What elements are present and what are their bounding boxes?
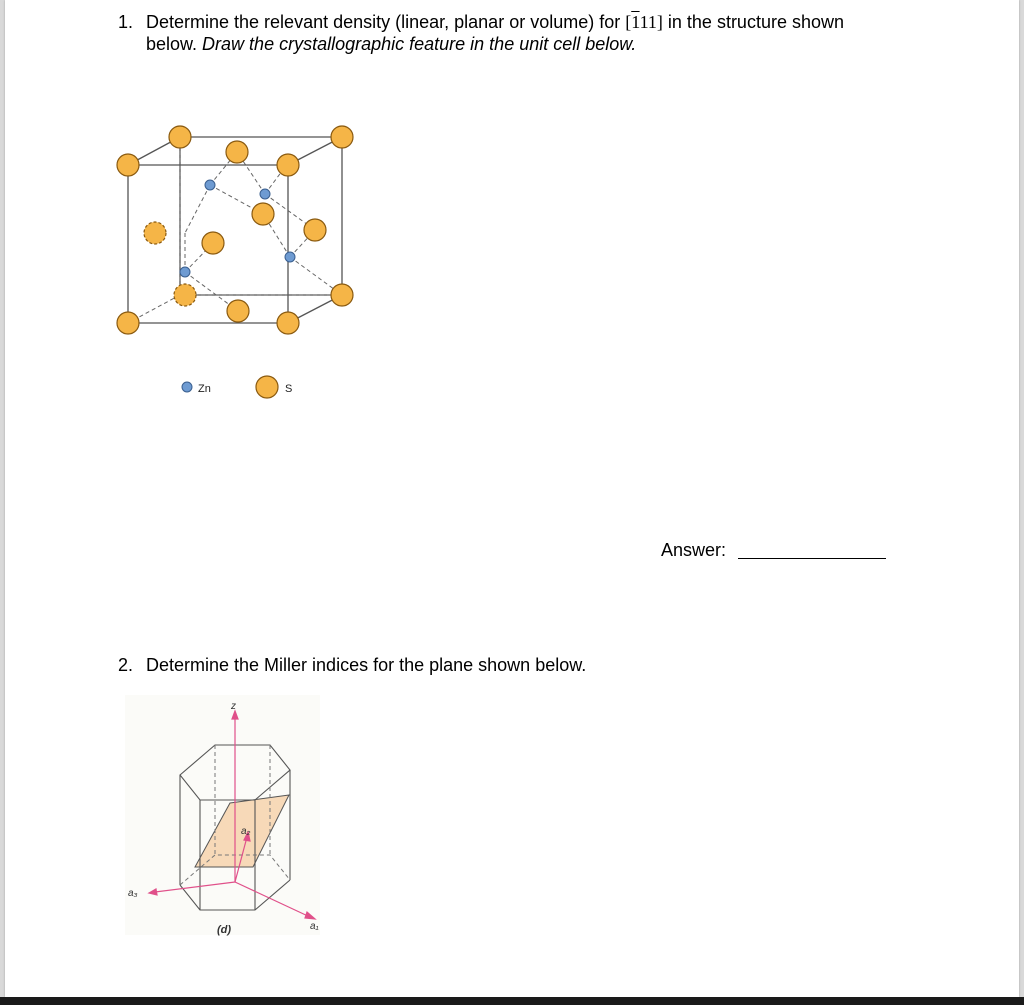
- sulfur-atom: [202, 232, 224, 254]
- zinc-atom: [285, 252, 295, 262]
- legend-zinc-marker: [182, 382, 192, 392]
- legend-zinc-label: Zn: [198, 383, 211, 395]
- sulfur-atoms: [117, 126, 353, 334]
- legend-sulfur-marker: [256, 376, 278, 398]
- a2-axis-label: a₂: [241, 826, 251, 837]
- figure-caption: (d): [217, 924, 232, 936]
- question-1-text-before: Determine the relevant density (linear, planar or volume) for: [146, 12, 626, 32]
- sulfur-atom: [169, 126, 191, 148]
- question-1-text-after: in the structure shown below.: [146, 12, 844, 54]
- a3-axis-label: a₃: [128, 888, 138, 899]
- zinc-atoms: [180, 180, 295, 277]
- answer-blank[interactable]: [738, 558, 886, 559]
- question-1-text: [146, 11, 898, 55]
- legend-sulfur-label: S: [285, 383, 293, 395]
- sulfur-atom: [144, 222, 166, 244]
- bottom-bar: [0, 997, 1024, 1005]
- sulfur-atom: [252, 203, 274, 225]
- sulfur-atom: [304, 219, 326, 241]
- sulfur-atom: [227, 300, 249, 322]
- zinc-blende-unit-cell: [110, 115, 370, 415]
- answer-label: Answer:: [661, 540, 727, 560]
- question-1-number: 1.: [118, 12, 134, 32]
- sulfur-atom: [331, 126, 353, 148]
- hexagonal-prism-figure: [125, 695, 325, 940]
- legend: [182, 376, 292, 398]
- question-1-instruction: Draw the crystallographic feature in the unit cell below.: [202, 34, 637, 54]
- question-2: [118, 654, 718, 678]
- z-axis-label: z: [231, 701, 236, 712]
- sulfur-atom: [117, 312, 139, 334]
- direction-index: [111]: [625, 12, 663, 32]
- zinc-atom: [180, 267, 190, 277]
- sulfur-atom: [277, 312, 299, 334]
- sulfur-atom: [277, 154, 299, 176]
- question-2-number: 2.: [118, 655, 134, 675]
- question-1: [118, 11, 898, 61]
- a1-axis-label: a₁: [310, 921, 319, 932]
- sulfur-atom: [331, 284, 353, 306]
- sulfur-atom: [117, 154, 139, 176]
- sulfur-atom: [226, 141, 248, 163]
- zinc-atom: [260, 189, 270, 199]
- zinc-atom: [205, 180, 215, 190]
- question-2-text: Determine the Miller indices for the plane shown below.: [146, 655, 587, 675]
- sulfur-atom: [174, 284, 196, 306]
